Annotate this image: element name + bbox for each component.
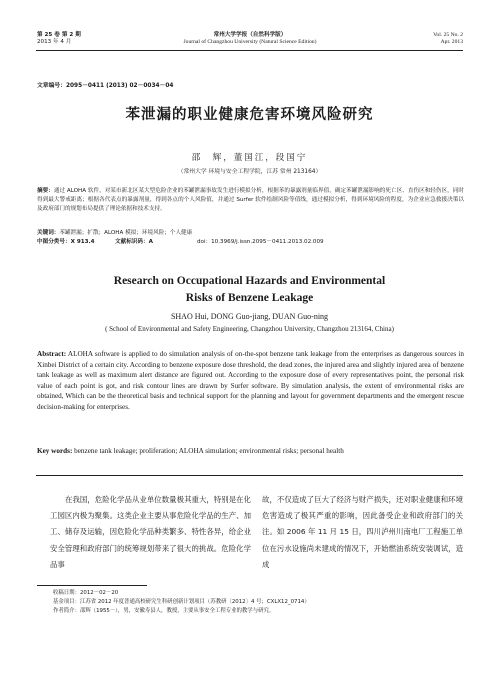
footnote-rule xyxy=(37,585,147,586)
page-title-en-line2: Risks of Benzene Leakage xyxy=(185,292,314,304)
keywords-en-label: Key words: xyxy=(37,447,73,455)
abstract-en-text: ALOHA software is applied to do simulation analysis of on-the-spot benzene tank leakage from the enterprises as dangerous sources in Xinbei District of a certain city. According to benzene exposure dose threshold, the dead zones, the injured area and slightly injured area of benzene tank leakage as well as maximum alert distance are figured out. According to the exposure dose of every representatives point, the personal risk value of each point is got, and risk contour lines are drawn by Surfer software. By simulation analysis, the extent of environmental risks are obtained, Which can be the theoretical basis and technical support for the planning and layout for government departments and the emergent rescue decision-making for enterprises. xyxy=(37,350,464,411)
header-date-en: Apr. 2013 xyxy=(440,39,463,45)
page-title-en-line1: Research on Occupational Hazards and Environmental xyxy=(113,275,386,287)
abstract-cn-text: 通过 ALOHA 软件，对某市新北区某大型危险企业的苯罐泄漏事故发生进行模拟分析，根据苯的暴露剂量临界值，确定苯罐泄漏影响的死亡区、直伤区和轻伤区，同时得到最大警戒距离；根据各代表点的暴露剂量，得到各点的个人风险值，并通过 Surfer 软件绘制风险等值线，通过模拟分析，得到环境风险的程度，为企业应急救援决策以及政府部门的规划布局提供了理论依据和技术支持。 xyxy=(37,188,464,212)
doi: doi：10.3969/j.issn.2095－0411.2013.02.009 xyxy=(197,239,324,245)
keywords-cn-text: 苯罐泄漏；扩散；ALOHA 模拟；环境风险；个人健康 xyxy=(59,230,193,236)
abstract-rule xyxy=(36,475,463,476)
footnote-fund: 基金项目：江苏省 2012 年度普通高校研究生科研创新计划项目（苏教研〔2012〕4 号；CXLX12_0714） xyxy=(53,598,310,605)
header-volume-en: Vol. 25 No. 2 xyxy=(433,32,463,38)
page-title-cn: 苯泄漏的职业健康危害环境风险研究 xyxy=(125,107,374,123)
header-volume-cn: 第 25 卷 第 2 期 xyxy=(37,32,81,38)
header-journal-cn: 常州大学学报（自然科学版） xyxy=(213,32,287,38)
header-journal-en: Journal of Changzhou University (Natural Science Edition) xyxy=(183,39,317,45)
abstract-en xyxy=(37,349,464,413)
body-column-right: 故，不仅造成了巨大了经济与财产损失，还对职业健康和环境危害造成了极其严重的影响，因此备受企业和政府部门的关注。如 2006 年 11 月 15 日，四川泸州川南电厂工程施工单位在污水设施尚未建成的情况下，开始燃油系统安装调试，造成 xyxy=(262,495,463,569)
abstract-cn-label: 摘要： xyxy=(37,188,54,194)
abstract-en-label: Abstract: xyxy=(37,350,67,358)
header-journal-block xyxy=(150,32,350,46)
header-issue-block xyxy=(433,32,463,46)
document-code: 文献标识码：A xyxy=(115,239,153,245)
keywords-en-text: benzene tank leakage; proliferation; ALOHA simulation; environmental risks; personal health xyxy=(72,447,344,455)
footnote-author: 作者简介：邵辉（1955－），男，安徽寿县人，教授，主要从事安全工程专业的教学与研究。 xyxy=(53,607,275,614)
authors-en: SHAO Hui, DONG Guo-jiang, DUAN Guo-ning xyxy=(170,312,329,321)
keywords-en xyxy=(37,446,464,457)
footnotes xyxy=(37,589,464,616)
abstract-cn xyxy=(37,187,464,214)
page-title-en xyxy=(36,273,463,307)
header-volume-block xyxy=(37,32,81,46)
clc-number: 中图分类号：X 913.4 xyxy=(37,239,95,245)
body-column-left: 在我国，危险化学品从业单位数量极其重大，特别是在化工园区内极为聚集。这类企业主要从事危险化学品的生产、加工、储存及运输，因危险化学品种类繁多、特性各异，给企业安全管理和政府部门的统筹规划带来了很大的挑战。危险化学品事 xyxy=(50,495,251,569)
header-rule xyxy=(36,50,463,51)
affiliation-en: ( School of Environmental and Safety Engineering, Changzhou University, Changzhou 213164, China) xyxy=(105,325,394,333)
classification-row xyxy=(37,238,464,247)
header-date-cn: 2013 年 4 月 xyxy=(37,39,72,45)
keywords-cn-label: 关键词： xyxy=(37,230,60,236)
footnote-received: 收稿日期：2012－02－20 xyxy=(53,590,119,596)
article-id: 文章编号：2095－0411 (2013) 02－0034－04 xyxy=(37,83,174,89)
keywords-cn xyxy=(37,229,464,238)
affiliation-cn: （常州大学 环境与安全工程学院，江苏 常州 213164） xyxy=(177,169,322,175)
authors-cn: 邵 辉，董国江，段国宁 xyxy=(191,153,308,163)
